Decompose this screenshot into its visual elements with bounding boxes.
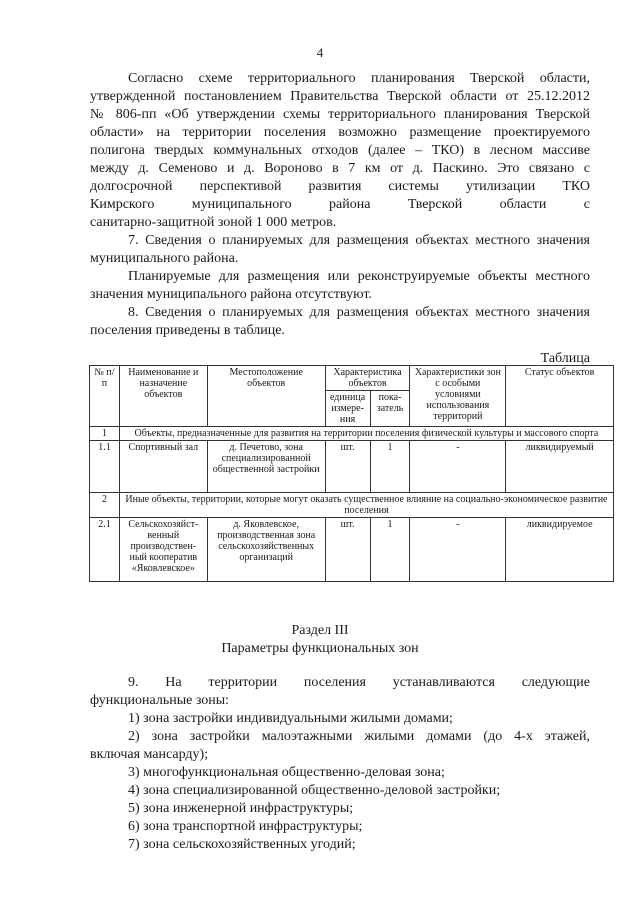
list-item: включая мансарду); <box>90 747 209 762</box>
header-characteristics: Характеристика объектов <box>325 366 410 391</box>
list-item: 6) зона транспортной инфраструктуры; <box>128 819 363 834</box>
paragraph-9-cont: функциональные зоны: <box>90 693 230 708</box>
list-item: 4) зона специализированной общественно-деловой застройки; <box>128 783 501 798</box>
table-row <box>90 518 614 582</box>
section-subtitle: Параметры функциональных зон <box>221 641 419 656</box>
header-number: № п/п <box>90 366 120 427</box>
paragraph-9: 9. На территории поселения устанавливаются следующие <box>128 675 590 690</box>
intro-paragraph <box>90 70 590 368</box>
page-number: 4 <box>316 45 324 60</box>
header-zones: Характеристики зон с особыми условиями использования территорий <box>410 366 506 427</box>
table-row <box>90 441 614 493</box>
group-number: 2 <box>90 493 120 518</box>
cell-number: 2.1 <box>90 518 120 582</box>
paragraph-8: 8. Сведения о планируемых для размещения объектах местного значения поселения приведены в таблице. <box>90 305 590 338</box>
list-item: 1) зона застройки индивидуальными жилыми домами; <box>128 711 453 726</box>
cell-zone: - <box>410 518 506 582</box>
group-number: 1 <box>90 427 120 441</box>
group-title: Объекты, предназначенные для развития на территории поселения физической культуры и массового спорта <box>119 427 613 441</box>
header-location: Местоположение объектов <box>207 366 325 427</box>
objects-table <box>89 365 614 582</box>
group-title: Иные объекты, территории, которые могут оказать существенное влияние на социально-экономическое развитие поселения <box>119 493 613 518</box>
paragraph-7b: Планируемые для размещения или реконструируемые объекты местного значения муниципального района отсутствуют. <box>90 269 590 302</box>
intro-line-7: долгосрочной перспективой развития системы утилизации ТКО <box>90 179 590 194</box>
paragraph-7: 7. Сведения о планируемых для размещения объектах местного значения муниципального района. <box>90 233 590 266</box>
section-title: Раздел III <box>291 623 349 638</box>
cell-value: 1 <box>370 518 410 582</box>
table-group-row <box>90 427 614 441</box>
intro-line-2: утвержденной постановлением Правительства Тверской области от 25.12.2012 <box>90 89 590 104</box>
cell-name: Сельскохозяйст-венный производствен-ный кооператив «Яковлевское» <box>119 518 207 582</box>
cell-unit: шт. <box>325 518 370 582</box>
list-item: 5) зона инженерной инфраструктуры; <box>128 801 354 816</box>
intro-line-3: № 806-пп «Об утверждении схемы территориального планирования Тверской <box>90 107 590 122</box>
header-status: Статус объектов <box>506 366 614 427</box>
table-label: Таблица <box>540 351 590 366</box>
cell-unit: шт. <box>325 441 370 493</box>
header-unit: единица измере-ния <box>325 391 370 427</box>
intro-line-1: Согласно схеме территориального планирования Тверской области, <box>128 71 590 86</box>
cell-number: 1.1 <box>90 441 120 493</box>
list-item: 7) зона сельскохозяйственных угодий; <box>128 837 356 852</box>
list-item: 3) многофункциональная общественно-деловая зона; <box>128 765 445 780</box>
intro-line-8: Кимрского муниципального района Тверской области с <box>90 197 590 212</box>
zones-list <box>90 674 590 854</box>
cell-zone: - <box>410 441 506 493</box>
table-group-row <box>90 493 614 518</box>
intro-line-5: полигона твердых коммунальных отходов (далее – ТКО) в лесном массиве <box>90 143 590 158</box>
list-item: 2) зона застройки малоэтажными жилыми домами (до 4-х этажей, <box>128 729 590 744</box>
intro-line-4: области» на территории поселения возможно размещение проектируемого <box>90 125 590 140</box>
header-name: Наименование и назначение объектов <box>119 366 207 427</box>
intro-line-9: санитарно-защитной зоной 1 000 метров. <box>90 215 337 230</box>
section-heading <box>0 622 640 658</box>
cell-status: ликвидируемый <box>506 441 614 493</box>
table-header-row <box>90 366 614 391</box>
cell-location: д. Яковлевское, производственная зона сельскохозяйственных организаций <box>207 518 325 582</box>
cell-value: 1 <box>370 441 410 493</box>
cell-location: д. Печетово, зона специализированной общественной застройки <box>207 441 325 493</box>
cell-status: ликвидируемое <box>506 518 614 582</box>
cell-name: Спортивный зал <box>119 441 207 493</box>
intro-line-6: между д. Семеново и д. Вороново в 7 км от д. Паскино. Это связано с <box>90 161 590 176</box>
header-value: пока-затель <box>370 391 410 427</box>
